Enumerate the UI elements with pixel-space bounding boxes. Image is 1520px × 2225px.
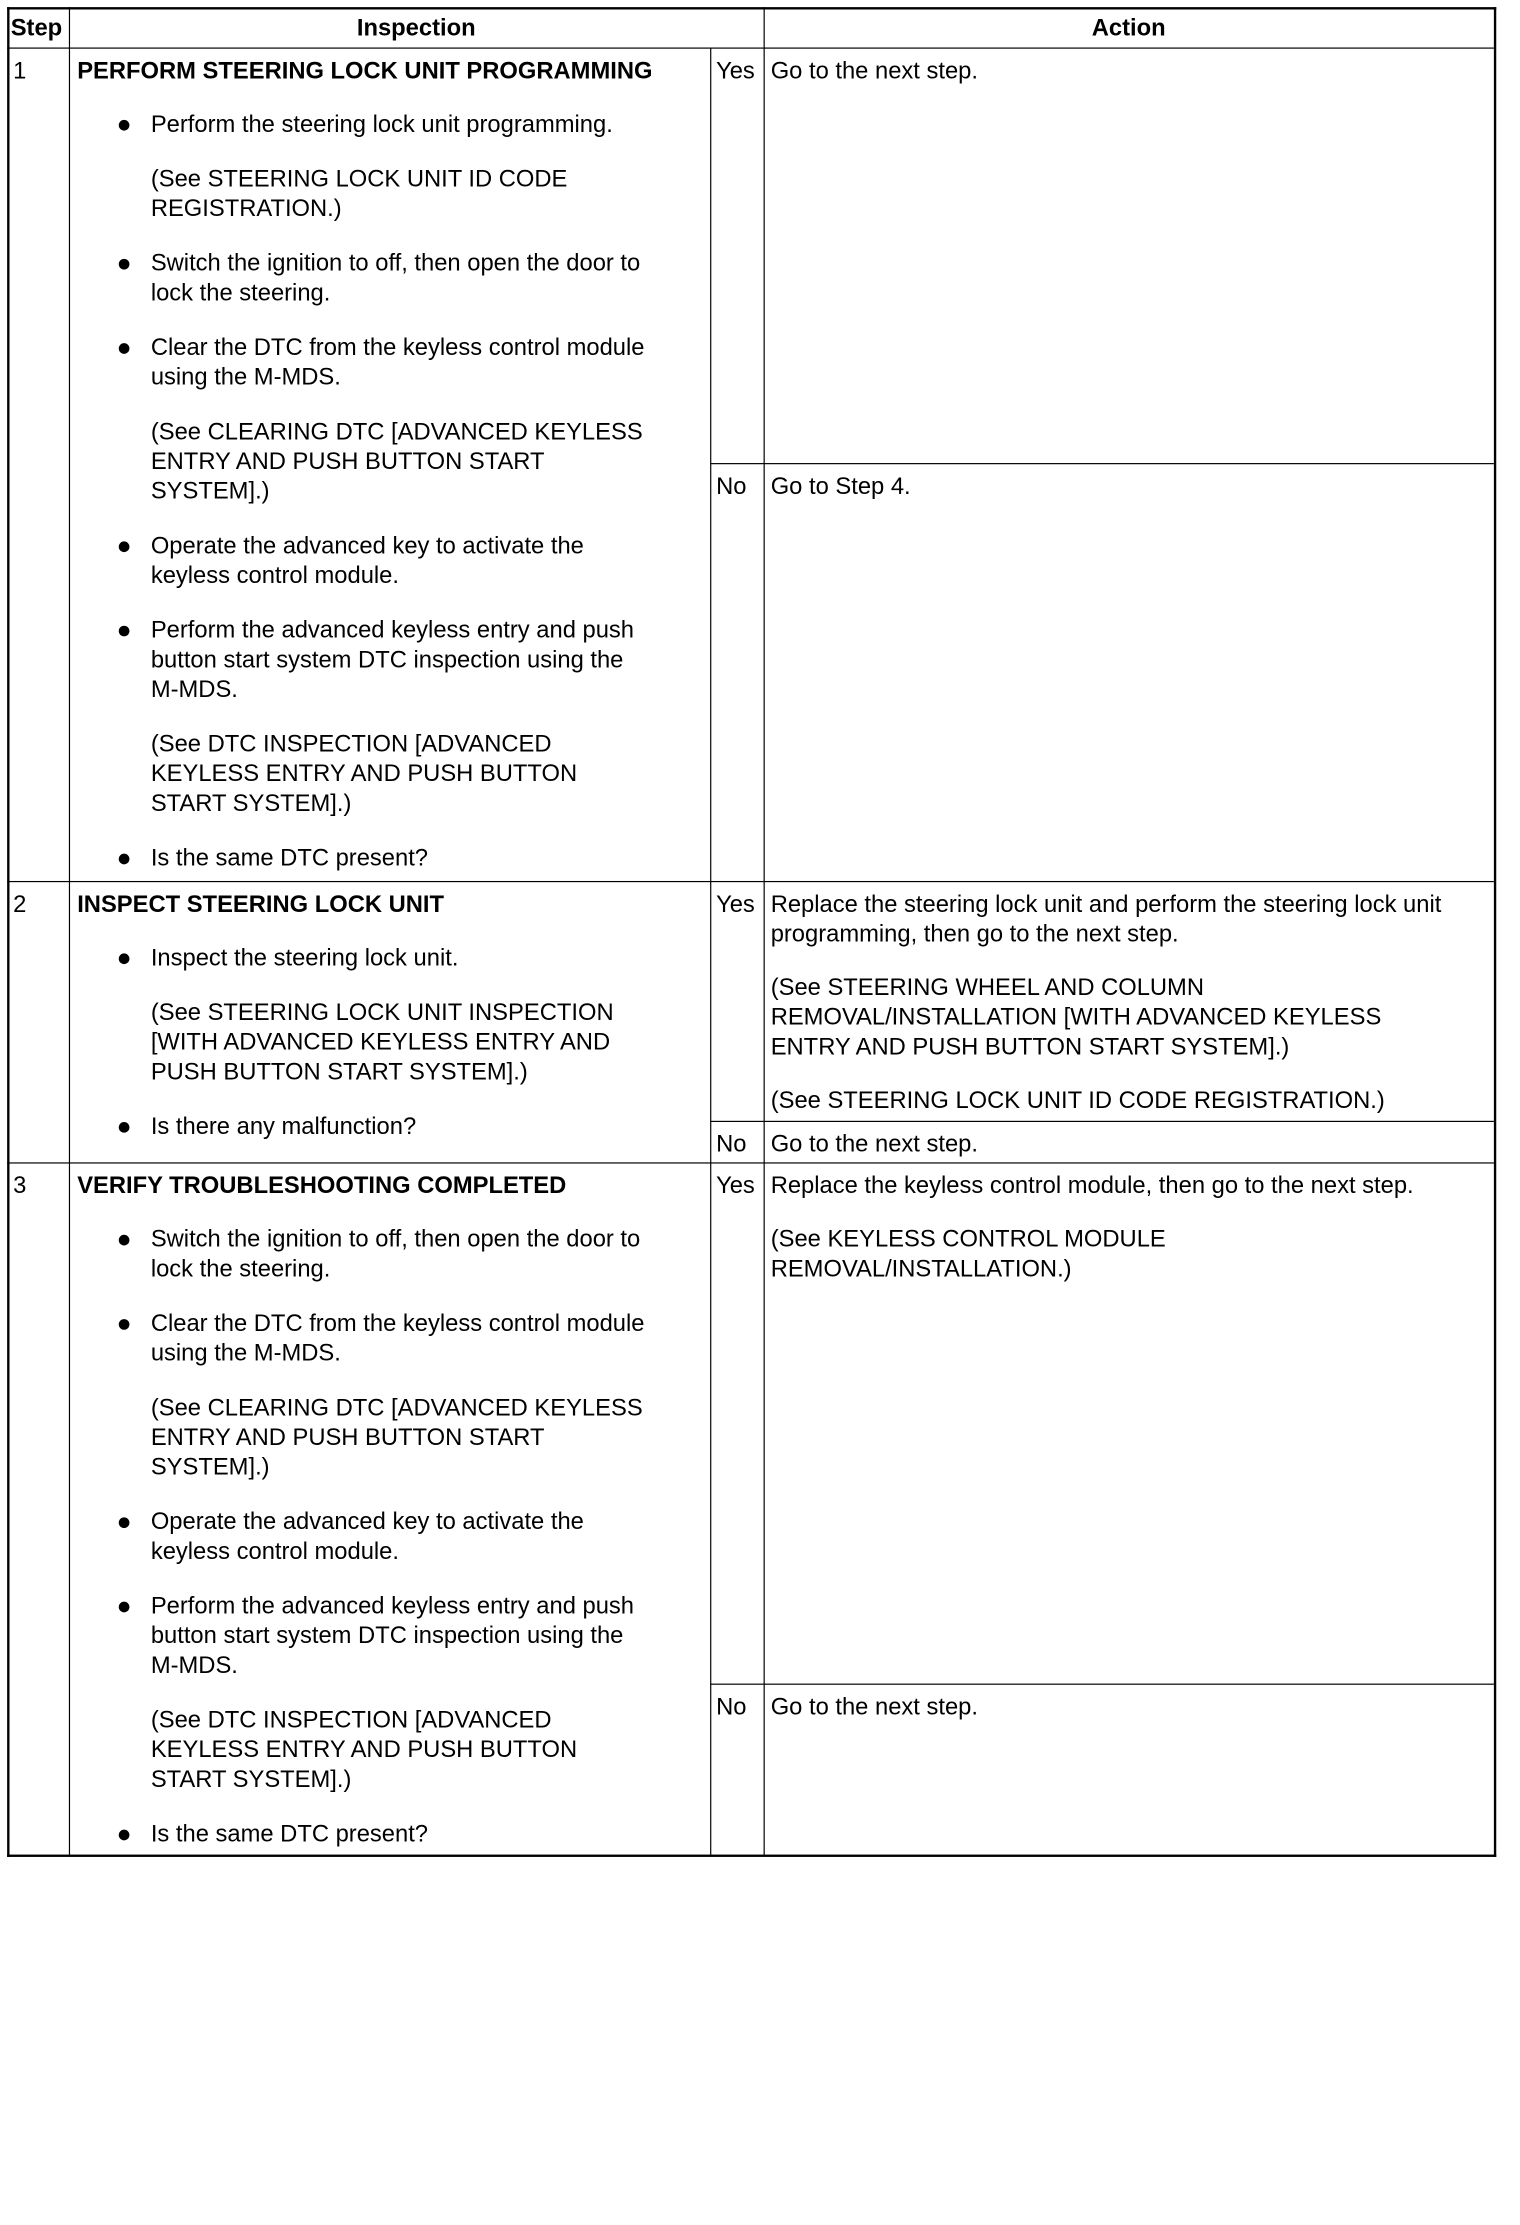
reference-text: [WITH ADVANCED KEYLESS ENTRY AND [150,1029,611,1056]
bullet-icon [119,1517,130,1528]
bullet-text: Perform the steering lock unit programming. [150,111,613,138]
bullet-text: M-MDS. [150,1652,238,1679]
no-label: No [716,473,747,500]
step-column-divider [69,7,70,1854]
bullet-text: Operate the advanced key to activate the [150,1509,584,1536]
row-divider [7,1162,1494,1163]
table-border-bottom [7,1855,1496,1857]
bullet-icon [119,626,130,637]
action-no-text: Go to the next step. [770,1131,978,1158]
reference-text: KEYLESS ENTRY AND PUSH BUTTON [150,1737,578,1764]
header-divider [7,47,1494,48]
bullet-icon [119,259,130,270]
reference-text: (See DTC INSPECTION [ADVANCED [150,1707,552,1734]
table-border-left [7,7,9,1857]
action-yes-text: (See KEYLESS CONTROL MODULE [770,1226,1166,1253]
reference-text: SYSTEM].) [150,478,270,505]
bullet-text: Is the same DTC present? [150,845,429,872]
reference-text: (See DTC INSPECTION [ADVANCED [150,731,552,758]
bullet-icon [119,1319,130,1330]
bullet-text: Clear the DTC from the keyless control module [150,334,645,361]
reference-text: ENTRY AND PUSH BUTTON START [150,1424,545,1451]
action-yes-text: REMOVAL/INSTALLATION.) [770,1256,1072,1283]
no-label: No [716,1131,747,1158]
bullet-text: lock the steering. [150,1256,331,1283]
bullet-text: M-MDS. [150,676,238,703]
bullet-text: Operate the advanced key to activate the [150,533,584,560]
header-step: Step [10,15,63,42]
reference-text: START SYSTEM].) [150,1766,352,1793]
bullet-text: keyless control module. [150,562,399,589]
step-number: 3 [13,1173,27,1200]
bullet-text: Switch the ignition to off, then open the door to [150,1226,641,1253]
reference-text: KEYLESS ENTRY AND PUSH BUTTON [150,761,578,788]
yes-no-divider [710,463,1494,464]
bullet-icon [119,854,130,865]
action-yes-text: (See STEERING WHEEL AND COLUMN [770,974,1204,1001]
reference-text: PUSH BUTTON START SYSTEM].) [150,1059,528,1086]
header-action: Action [1091,15,1166,42]
bullet-text: lock the steering. [150,280,331,307]
header-inspection: Inspection [356,15,476,42]
bullet-text: Is the same DTC present? [150,1821,429,1848]
reference-text: (See STEERING LOCK UNIT ID CODE [150,166,568,193]
bullet-text: button start system DTC inspection using the [150,647,624,674]
yes-label: Yes [716,891,755,918]
reference-text: (See STEERING LOCK UNIT INSPECTION [150,999,614,1026]
step-title: PERFORM STEERING LOCK UNIT PROGRAMMING [77,58,653,85]
bullet-icon [119,1235,130,1246]
bullet-text: Perform the advanced keyless entry and push [150,1593,635,1620]
action-yes-text: Replace the keyless control module, then go to the next step. [770,1173,1414,1200]
yes-no-divider [710,1684,1494,1685]
bullet-text: using the M-MDS. [150,1340,341,1367]
row-divider [7,881,1494,882]
bullet-text: Is there any malfunction? [150,1113,417,1140]
action-yes-text: Replace the steering lock unit and perform the steering lock unit [770,891,1442,918]
reference-text: ENTRY AND PUSH BUTTON START [150,448,545,475]
bullet-text: button start system DTC inspection using the [150,1623,624,1650]
bullet-text: Inspect the steering lock unit. [150,945,459,972]
action-yes-text: Go to the next step. [770,58,978,85]
bullet-icon [119,120,130,131]
table-border-right [1494,7,1496,1857]
bullet-icon [119,541,130,552]
step-number: 2 [13,891,27,918]
bullet-icon [119,1602,130,1613]
step-number: 1 [13,58,27,85]
bullet-text: Clear the DTC from the keyless control module [150,1310,645,1337]
bullet-text: Perform the advanced keyless entry and push [150,617,635,644]
action-column-divider [764,7,765,1854]
reference-text: SYSTEM].) [150,1454,270,1481]
bullet-text: using the M-MDS. [150,364,341,391]
yes-label: Yes [716,1173,755,1200]
action-yes-text: (See STEERING LOCK UNIT ID CODE REGISTRATION.) [770,1087,1385,1114]
reference-text: REGISTRATION.) [150,195,342,223]
reference-text: (See CLEARING DTC [ADVANCED KEYLESS [150,1395,643,1422]
step-title: VERIFY TROUBLESHOOTING COMPLETED [77,1173,567,1200]
bullet-icon [119,1122,130,1133]
no-label: No [716,1694,747,1721]
bullet-icon [119,343,130,354]
bullet-text: keyless control module. [150,1538,399,1565]
action-no-text: Go to Step 4. [770,473,911,500]
answer-column-divider [710,47,711,1854]
yes-label: Yes [716,58,755,85]
action-yes-text: programming, then go to the next step. [770,921,1179,948]
action-no-text: Go to the next step. [770,1694,978,1721]
reference-text: START SYSTEM].) [150,790,352,817]
yes-no-divider [710,1121,1494,1122]
step-title: INSPECT STEERING LOCK UNIT [77,891,445,918]
bullet-icon [119,1830,130,1841]
table-border-top [7,7,1496,9]
bullet-icon [119,953,130,964]
action-yes-text: ENTRY AND PUSH BUTTON START SYSTEM].) [770,1034,1290,1061]
reference-text: (See CLEARING DTC [ADVANCED KEYLESS [150,419,643,446]
action-yes-text: REMOVAL/INSTALLATION [WITH ADVANCED KEYLESS [770,1004,1382,1031]
bullet-text: Switch the ignition to off, then open the door to [150,250,641,277]
